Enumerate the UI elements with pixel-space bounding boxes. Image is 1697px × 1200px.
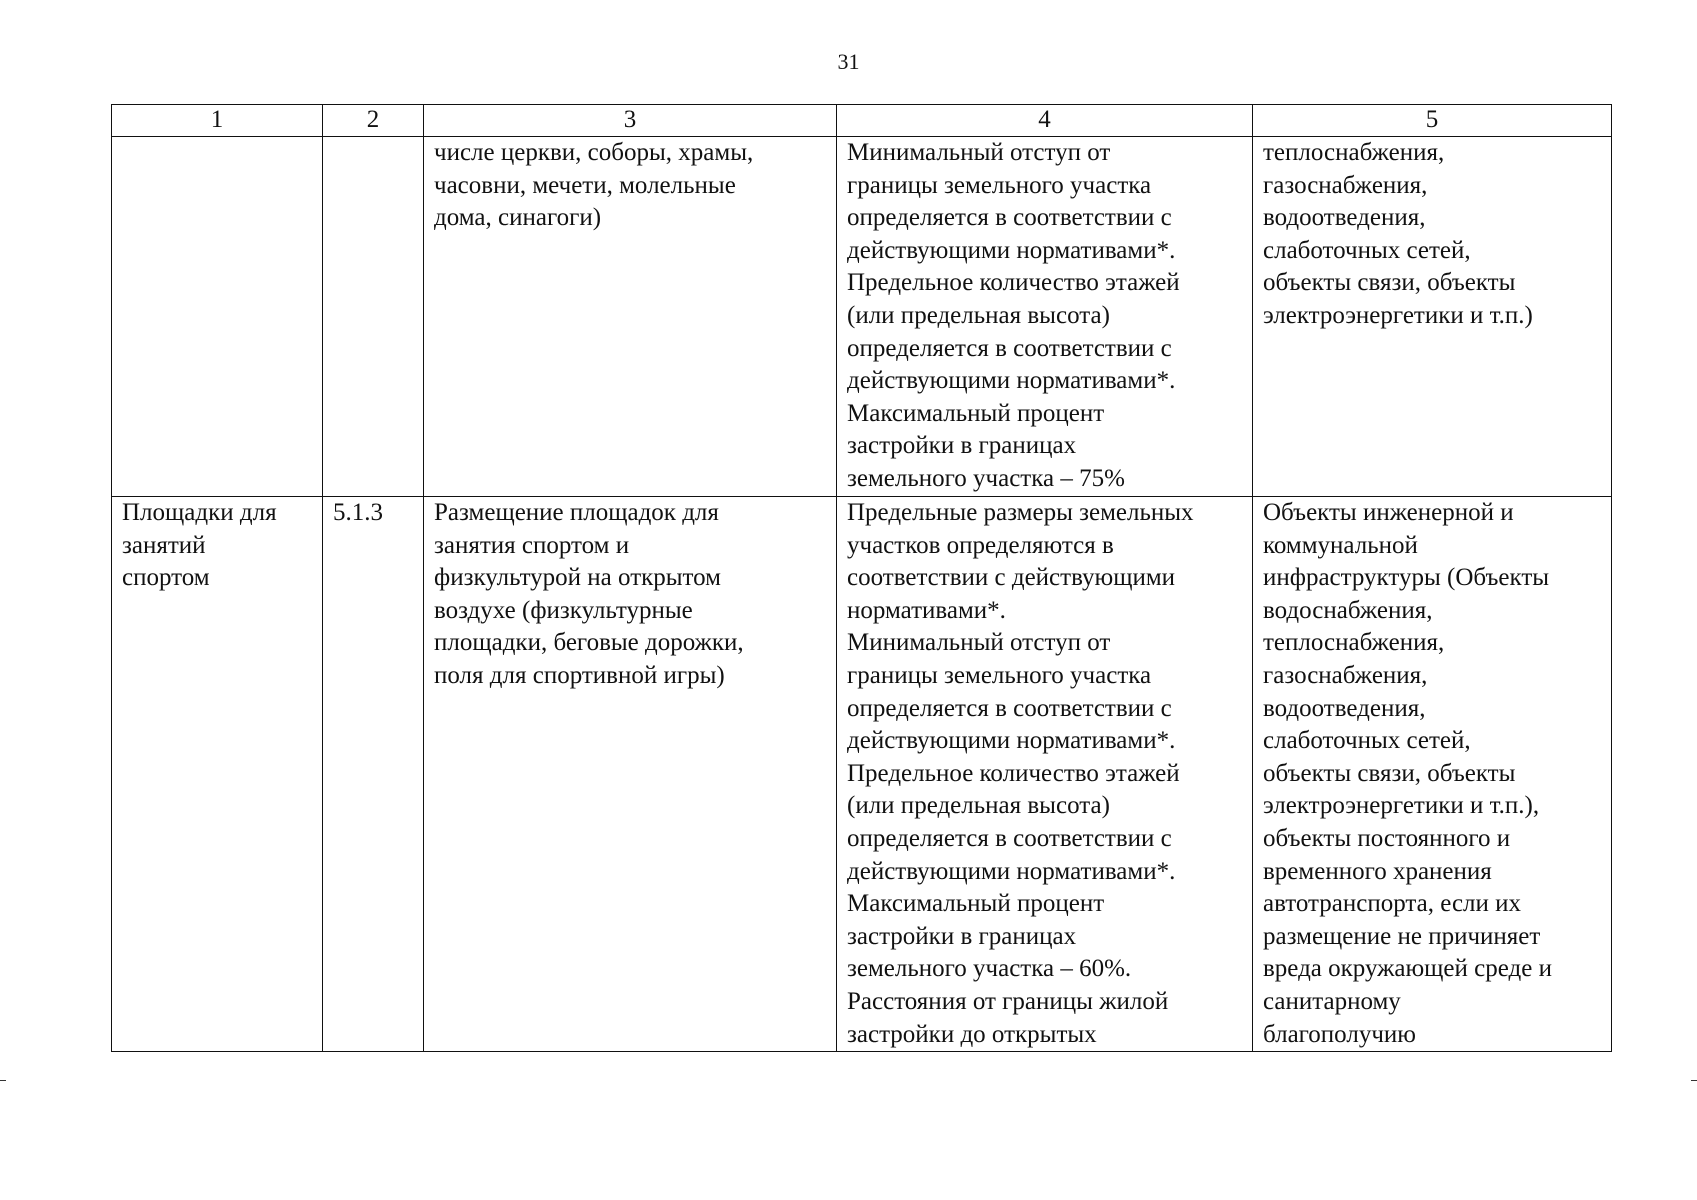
table-header-row bbox=[112, 105, 1612, 137]
table-row bbox=[112, 137, 1612, 497]
cell-parameters: Минимальный отступ от границы земельного участка определяется в соответствии с действующими нормативами*. Предельное количество этажей (или предельная высота) определяется в соответствии с действующими нормативами*. Максимальный процент застройки в границах земельного участка – 75% bbox=[837, 137, 1253, 497]
scan-edge-mark-right bbox=[1691, 1080, 1697, 1081]
cell-use-code: 5.1.3 bbox=[323, 497, 424, 1052]
cell-use-name bbox=[112, 137, 323, 497]
cell-use-name: Площадки для занятий спортом bbox=[112, 497, 323, 1052]
cell-use-code bbox=[323, 137, 424, 497]
scan-edge-mark-left bbox=[0, 1080, 6, 1081]
cell-use-description: числе церкви, соборы, храмы, часовни, мечети, молельные дома, синагоги) bbox=[424, 137, 837, 497]
column-header-3: 3 bbox=[424, 105, 837, 137]
cell-auxiliary-uses: теплоснабжения, газоснабжения, водоотведения, слаботочных сетей, объекты связи, объекты электроэнергетики и т.п.) bbox=[1253, 137, 1612, 497]
cell-auxiliary-uses: Объекты инженерной и коммунальной инфраструктуры (Объекты водоснабжения, теплоснабжения, газоснабжения, водоотведения, слаботочных сетей, объекты связи, объекты электроэнергетики и т.п.), объекты постоянного и временного хранения автотранспорта, если их размещение не причиняет вреда окружающей среде и санитарному благополучию bbox=[1253, 497, 1612, 1052]
column-header-1: 1 bbox=[112, 105, 323, 137]
column-header-2: 2 bbox=[323, 105, 424, 137]
column-header-5: 5 bbox=[1253, 105, 1612, 137]
page-number: 31 bbox=[837, 49, 860, 74]
land-use-table bbox=[111, 104, 1612, 1052]
cell-use-description: Размещение площадок для занятия спортом и физкультурой на открытом воздухе (физкультурные площадки, беговые дорожки, поля для спортивной игры) bbox=[424, 497, 837, 1052]
table-row bbox=[112, 497, 1612, 1052]
column-header-4: 4 bbox=[837, 105, 1253, 137]
cell-parameters: Предельные размеры земельных участков определяются в соответствии с действующими нормативами*. Минимальный отступ от границы земельного участка определяется в соответствии с действующими нормативами*. Предельное количество этажей (или предельная высота) определяется в соответствии с действующими нормативами*. Максимальный процент застройки в границах земельного участка – 60%. Расстояния от границы жилой застройки до открытых bbox=[837, 497, 1253, 1052]
